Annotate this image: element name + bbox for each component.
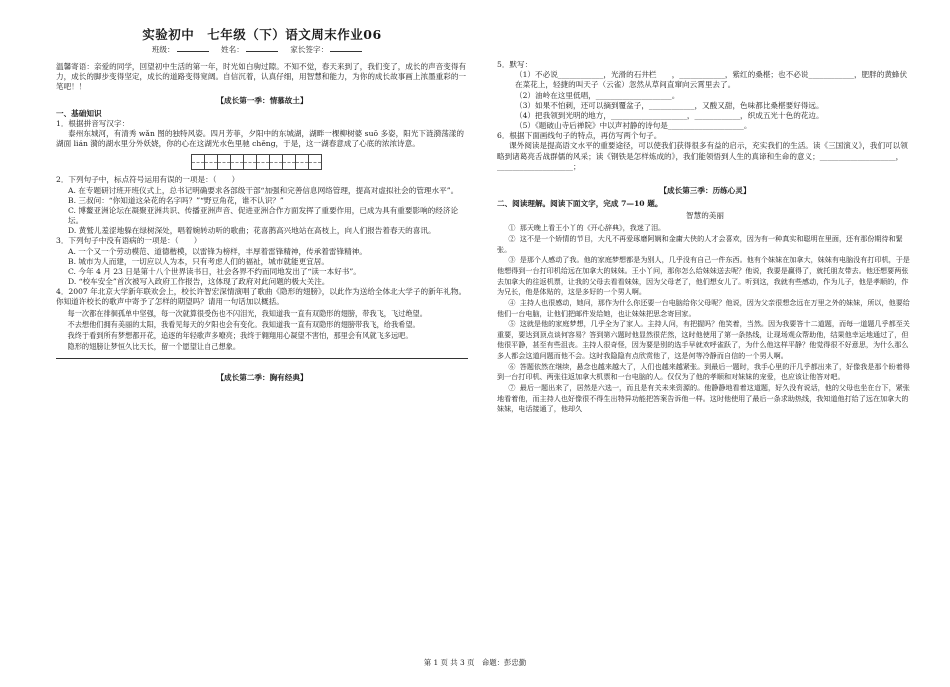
parent-signature-label: 家长签字： (290, 45, 329, 54)
grid-cell[interactable] (191, 154, 204, 170)
class-blank[interactable] (177, 44, 209, 52)
grid-cell[interactable] (269, 154, 282, 170)
class-label: 班级： (151, 45, 175, 54)
article-title: 智慧的美丽 (686, 211, 724, 221)
question-3: 3．下列句子中没有语病的一项是：（ ） (56, 236, 202, 246)
question-3-option: B. 城市为人而建，一切应以人为本，只有考虑人们的福祉，城市就能更宜居。 (68, 256, 329, 266)
question-4: 4．2007 年北京大学新年联欢会上，校长许智宏深情演唱了歌曲《隐形的翅膀》，以此作为送给全体北大学子的新年礼物。你知道许校长的歌声中寄予了怎样的期望吗？请用一句话加以概括。 (56, 287, 467, 307)
intro-message: 温馨寄语：亲爱的同学，回望初中生活的第一年，时光如白驹过隙。不知不觉，春天来到了，我们变了，成长的声音变得有力，成长的脚步变得坚定，成长的道路变得宽阔。自信沉着，认真仔细，用智慧和能力，为你的成长故事画上浓墨重彩的一笔吧！！ (56, 62, 467, 92)
article-paragraph: ④ 主持人也很感动，她问，那作为什么你还要一台电脑给你父母呢？他说，因为父亲很想念远在万里之外的妹妹，所以，他要给他们一台电脑，让他们把邮件发给她，也让妹妹把思念寄回家。 (497, 297, 910, 318)
question-3-option: D. “校车安全”首次被写入政府工作报告，这体现了政府对此问题的极大关注。 (68, 277, 330, 287)
name-blank[interactable] (246, 44, 278, 52)
question-2-option: D. 黄鹫儿羞涩地躲在绿树深处，唱着婉转动听的歌曲；花喜鹊高兴地站在高枝上，向人们报告着春天的喜讯。 (68, 226, 436, 236)
question-2-option: B. 三叔问：“你知道这朵花的名字吗？”“野豆角花，谁不认识？” (68, 195, 284, 205)
article-paragraph: ⑥ 答题依然在继续，悬念也越来越大了，人们也越来越紧张。到最后一题时，我手心里的汗几乎都出来了，好像我是那个盼着得到一台打印机、两张往返加拿大机票和一台电脑的人。仅仅为了他的孝顺和对妹妹的宠爱，也应该让他答对吧。 (497, 361, 910, 382)
question-2-option: A. 在专题研讨班开班仪式上，总书记明确要求各部级干部“加强和完善信息网络管理，提高对虚拟社会的管理水平”。 (68, 185, 459, 195)
dictation-item: （4）把我领到光明的地方，____________________，____________，织成五光十色的花边。 (515, 110, 824, 120)
answer-line[interactable] (56, 358, 468, 359)
question-2: 2．下列句子中，标点符号运用有误的一项是：（ ） (56, 175, 240, 185)
season-three-heading: 【成长第三季：历练心灵】 (659, 185, 751, 195)
grid-cell[interactable] (295, 154, 308, 170)
song-lyrics-line: 隐形的翅膀让梦恒久比天长，留一个愿望让自己想象。 (67, 342, 241, 352)
grid-cell[interactable] (243, 154, 256, 170)
right-column (497, 60, 913, 415)
left-column (56, 54, 468, 386)
page-title: 实验初中 七年级（下）语文周末作业06 (142, 27, 382, 42)
answer-grid[interactable] (191, 154, 468, 170)
question-6: 6．根据下面画线句子的特点，再仿写两个句子。 (497, 131, 662, 141)
season-two-heading: 【成长第二季：胸有经典】 (216, 373, 308, 383)
grid-cell[interactable] (204, 154, 217, 170)
grid-cell[interactable] (256, 154, 269, 170)
question-5: 5．默写： (497, 60, 533, 69)
question-3-option: C. 今年 4 月 23 日是第十八个世界读书日，社会各界不约而同地发出了“读一本好书”。 (68, 266, 361, 276)
question-3-option: A. 一个又一个劳动模范、道德楷模，以雷锋为榜样，丰厚着雷锋精神，传承着雷锋精神。 (68, 246, 367, 256)
question-2-option: C. 博鳌亚洲论坛在凝聚亚洲共识、传播亚洲声音、促进亚洲合作方面发挥了重要作用，已成为具有重要影响的经济论坛。 (68, 205, 459, 226)
section-basic-knowledge: 一、基础知识 (56, 108, 102, 118)
section-reading: 二、阅读理解。阅读下面文字，完成 7—10 题。 (497, 199, 663, 209)
song-lyrics-line: 我终于看到所有梦想都开花，追逐的年轻歌声多嘹亮；我终于翱翔用心凝望不害怕，那里会有风就飞多远吧。 (67, 330, 413, 340)
season-one-heading: 【成长第一季：情慕故土】 (216, 95, 308, 105)
grid-cell[interactable] (230, 154, 243, 170)
name-label: 姓名： (221, 45, 244, 54)
article-paragraph: ⑦ 最后一题出来了，居然是六选一，而且是有关未来资源的。他静静地看着这道题，好久没有说话，他的父母也坐在台下，紧张地看着他，而主持人也好像很不得生出特异功能把答案告诉他一样。这时他使用了最后一条求助热线，我知道他打给了远在加拿大的妹妹，电话接通了，他却久 (497, 383, 910, 414)
parent-signature-blank[interactable] (330, 44, 362, 52)
question-1-text: 泰州东城河，有清秀 wǎn 图的独特风姿。四月芳菲，夕阳中的东城湖，湖畔一棵柳树婆 suō 多姿，阳光下涟漪荡漾的湖面 lián 漪的湖水里分外妖娆，你的心在这湖光水色里驰 chěng，于是，这一湖春意成了心底的浓浓诗意。 (56, 129, 464, 149)
grid-cell[interactable] (308, 154, 322, 170)
article-paragraph: ③ 是那个人感动了我。他的家庭梦想都是为别人，几乎没有自己一件东西。他有个妹妹在加拿大，妹妹有电脑没有打印机，于是他想得到一台打印机给远在加拿大的妹妹。王小丫问，那你怎么给妹妹送去呢？他说，我要是赢得了，就托朋友带去。他还想要两张去加拿大的往返机票，让我的父母去看看妹妹，因为父母老了，他们想女儿了。听到这，我就有些感动，作为儿子，他是孝顺的，作为兄长，他是体贴的，这是多好的一个男人啊。 (497, 255, 910, 297)
article-paragraph: ② 这不是一个矫情的节目，大凡不再爱琢磨阿娴和金庸大侠的人才会喜欢，因为有一种真实和聪明在里面，还有那份期待和緊张。 (497, 234, 903, 254)
question-1: 1．根据拼音写汉字： (56, 118, 130, 128)
article-paragraph: ⑤ 这就是他的家庭梦想，几乎全为了家人。主持人问，有把握吗？他笑着，当然。因为我要答十二道题，而每一道题几乎都至关重要，要达到顶点谈何容易？答到第六题时他显然很茫然，这时他使用了第一条热线，让现场观众帮助他，结果他幸运地通过了，但他很平静，甚至有些沮丧。主持人很奇怪，因为要是别的选手早就欢呼雀跃了，为什么他这样平静？他觉得很不好意思，为什么那么多人都会这道问题而他不会。这时我隐隐有点欣赏他了，这是何等冷静而自信的一个男人啊。 (497, 319, 910, 361)
question-6-text: 课外阅读是提高语文水平的重要途径，可以使我们获得很多有益的启示，充实我们的生活。读《三国演义》，我们可以领略到诸葛亮舌战群儒的风采；读《钢铁是怎样炼成的》，我们能领悟到人生的真谛和生命的意义；____________________，____________________； (497, 141, 908, 171)
article-paragraph: ① 那天晚上看王小丫的《开心辞典》，我迷了泪。 (508, 223, 666, 233)
page-footer: 第 1 页 共 3 页 命题：彭忠勤 (423, 658, 527, 667)
dictation-item: （1）不必说____________，光滑的石井栏 ，____________，紫红的桑椹；也不必说____________，肥胖的黄蜂伏在菜花上，轻捷的叫天子（云雀）忽然从草间直窜向云霄里去了。 (515, 70, 908, 90)
dictation-item: （5）《题破山寺后禅院》中以声衬静的诗句是____________________。 (515, 121, 752, 131)
song-lyrics-line: 不去想他们拥有美丽的太阳，我看见每天的夕阳也会有变化。我知道我一直有双隐形的翅膀带我飞，给我希望。 (67, 319, 420, 329)
dictation-item: （2）油岭在这里低唱，____________________。 (515, 90, 680, 100)
dictation-item: （3）如果不怕刺，还可以摘到覆盆子，____________，又酸又甜，色味都比桑椹要好得远。 (515, 100, 824, 110)
grid-cell[interactable] (282, 154, 295, 170)
song-lyrics-line: 每一次都在徘徊孤单中坚强，每一次就算很受伤也不闪泪光，我知道我一直有双隐形的翅膀，带我飞，飞过绝望。 (67, 308, 427, 318)
grid-cell[interactable] (217, 154, 230, 170)
